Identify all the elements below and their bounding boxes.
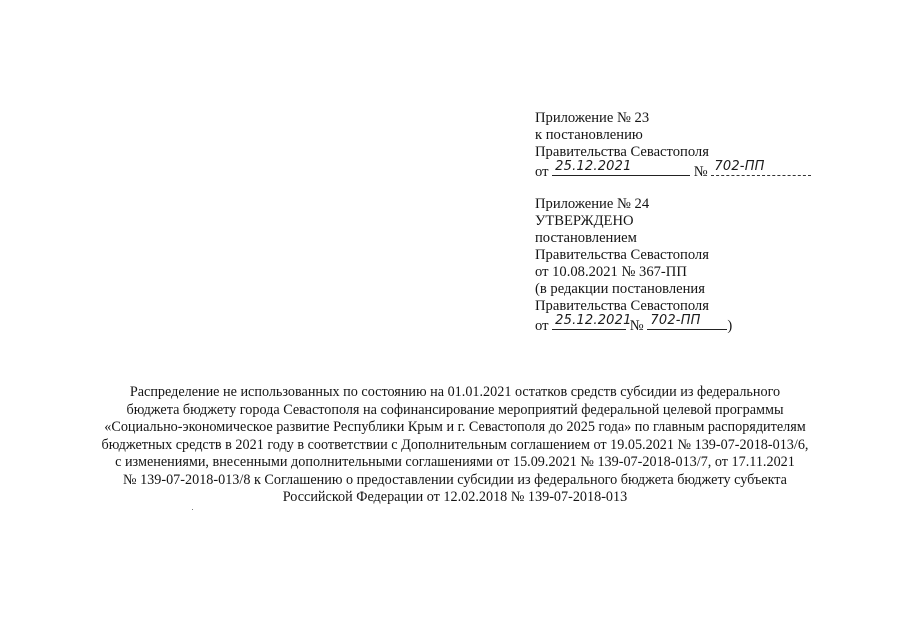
title-line: бюджетных средств в 2021 году в соответствии с Дополнительным соглашением от 19.05.2021 № 139-07-2018-013/6, [101, 436, 809, 453]
appendix-24-date-handwritten: 25.12.2021 [555, 313, 632, 328]
appendix-24-close-paren: ) [727, 318, 733, 334]
appendix-24-line-6: (в редакции постановления [535, 281, 705, 297]
appendix-24-line-4: Правительства Севастополя [535, 247, 709, 263]
appendix-23-number-field [711, 161, 811, 176]
appendix-24-title: Приложение № 24 [535, 196, 650, 212]
appendix-24-number-field [647, 315, 727, 330]
appendix-23-header [535, 110, 811, 178]
appendix-23-number-handwritten: 702-ПП [714, 159, 765, 174]
appendix-24-header [535, 196, 732, 332]
appendix-23-title: Приложение № 23 [535, 110, 650, 126]
appendix-24-number-label: № [629, 318, 644, 334]
title-line: бюджета бюджету города Севастополя на софинансирование мероприятий федеральной целевой программы [126, 401, 784, 418]
appendix-23-number-label: № [693, 164, 708, 180]
appendix-24-number-handwritten: 702-ПП [650, 313, 701, 328]
title-line: с изменениями, внесенными дополнительными соглашениями от 15.09.2021 № 139-07-2018-013/7, от 17.11.2021 [115, 454, 795, 470]
title-line: «Социально-экономическое развитие Республики Крым и г. Севастополя до 2025 года» по главным распорядителям [104, 419, 806, 435]
document-title [70, 384, 840, 507]
appendix-23-date-handwritten: 25.12.2021 [555, 159, 632, 174]
appendix-23-line-3: Правительства Севастополя [535, 144, 709, 160]
appendix-23-date-number-line [535, 161, 811, 178]
appendix-23-from-label: от [535, 164, 549, 180]
approved-label: УТВЕРЖДЕНО [535, 213, 634, 229]
scan-speck [192, 509, 193, 510]
appendix-24-line-3: постановлением [535, 230, 637, 246]
appendix-24-date-field [552, 313, 632, 330]
title-line: Распределение не использованных по состоянию на 01.01.2021 остатков средств субсидии из федерального [129, 384, 781, 400]
appendix-24-line-7: Правительства Севастополя [535, 298, 709, 314]
title-line: Российской Федерации от 12.02.2018 № 139-07-2018-013 [282, 489, 628, 505]
appendix-24-date-number-line [535, 315, 732, 332]
appendix-24-from-label: от [535, 318, 549, 334]
title-line: № 139-07-2018-013/8 к Соглашению о предоставлении субсидии из федерального бюджета бюджету субъекта [123, 471, 787, 488]
appendix-23-line-2: к постановлению [535, 127, 643, 143]
appendix-24-line-5: от 10.08.2021 № 367-ПП [535, 264, 687, 280]
appendix-23-date-field [552, 161, 690, 176]
